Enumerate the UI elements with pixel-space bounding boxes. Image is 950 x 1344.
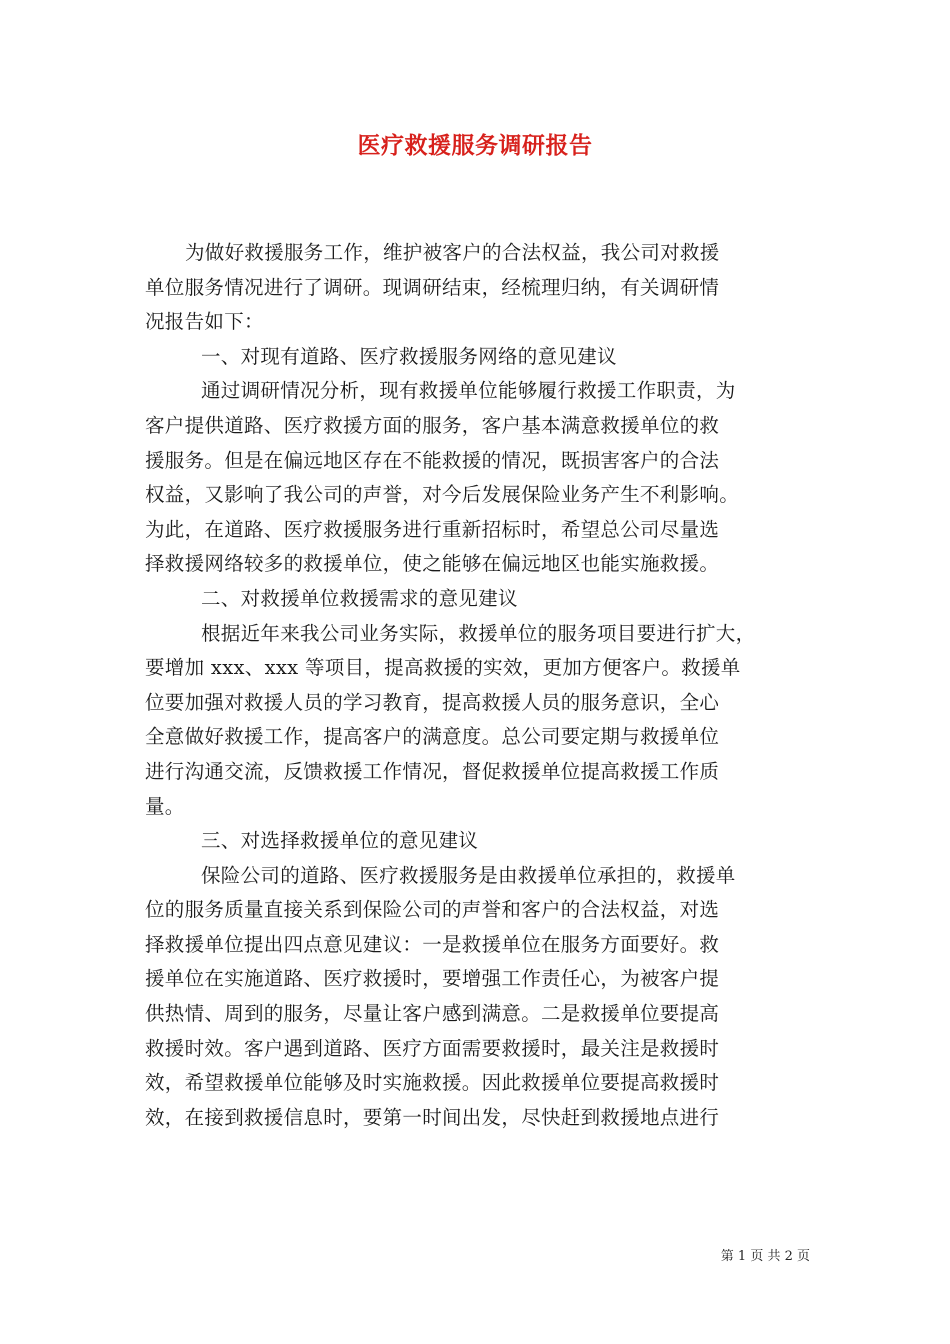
paragraph-line: 效，在接到救援信息时，要第一时间出发，尽快赶到救援地点进行 (145, 1105, 720, 1129)
paragraph-line: 位的服务质量直接关系到保险公司的声誉和客户的合法权益，对选 (145, 898, 720, 922)
paragraph-line: 援单位在实施道路、医疗救援时，要增强工作责任心，为被客户提 (145, 967, 720, 991)
document-title: 医疗救援服务调研报告 (357, 132, 593, 159)
paragraph-line: 量。 (145, 794, 185, 818)
paragraph-line: 要增加 xxx、xxx 等项目，提高救援的实效，更加方便客户。救援单 (145, 656, 741, 680)
section-heading: 一、对现有道路、医疗救援服务网络的意见建议 (201, 344, 617, 368)
paragraph-line: 供热情、周到的服务，尽量让客户感到满意。二是救援单位要提高 (145, 1002, 720, 1026)
paragraph-line: 效，希望救援单位能够及时实施救援。因此救援单位要提高救援时 (145, 1071, 720, 1095)
paragraph-line: 全意做好救援工作，提高客户的满意度。总公司要定期与救援单位 (145, 725, 720, 749)
paragraph-line: 况报告如下： (145, 310, 264, 334)
paragraph-line: 择救援单位提出四点意见建议：一是救援单位在服务方面要好。救 (145, 932, 720, 956)
paragraph-line: 进行沟通交流，反馈救援工作情况，督促救援单位提高救援工作质 (145, 759, 720, 783)
document-body (145, 236, 807, 1135)
section-heading: 二、对救援单位救援需求的意见建议 (201, 586, 518, 610)
page-number: 第 1 页 共 2 页 (720, 1249, 810, 1264)
paragraph-line: 通过调研情况分析，现有救援单位能够履行救援工作职责，为 (201, 379, 736, 403)
section-heading: 三、对选择救援单位的意见建议 (201, 829, 479, 853)
paragraph-line: 择救援网络较多的救援单位，使之能够在偏远地区也能实施救援。 (145, 552, 720, 576)
paragraph-line: 保险公司的道路、医疗救援服务是由救援单位承担的，救援单 (201, 863, 736, 887)
paragraph-line: 救援时效。客户遇到道路、医疗方面需要救援时，最关注是救援时 (145, 1036, 720, 1060)
paragraph-line: 位要加强对救援人员的学习教育，提高救援人员的服务意识，全心 (145, 690, 720, 714)
paragraph-line: 权益，又影响了我公司的声誉，对今后发展保险业务产生不利影响。 (145, 483, 740, 507)
paragraph-line: 根据近年来我公司业务实际，救援单位的服务项目要进行扩大， (201, 621, 756, 645)
paragraph-line: 单位服务情况进行了调研。现调研结束，经梳理归纳，有关调研情 (145, 275, 720, 299)
paragraph-line: 援服务。但是在偏远地区存在不能救援的情况，既损害客户的合法 (145, 448, 720, 472)
paragraph-line: 为此，在道路、医疗救援服务进行重新招标时，希望总公司尽量选 (145, 517, 720, 541)
paragraph-line: 客户提供道路、医疗救援方面的服务，客户基本满意救援单位的救 (145, 413, 720, 437)
paragraph-line: 为做好救援服务工作，维护被客户的合法权益，我公司对救援 (185, 241, 720, 264)
